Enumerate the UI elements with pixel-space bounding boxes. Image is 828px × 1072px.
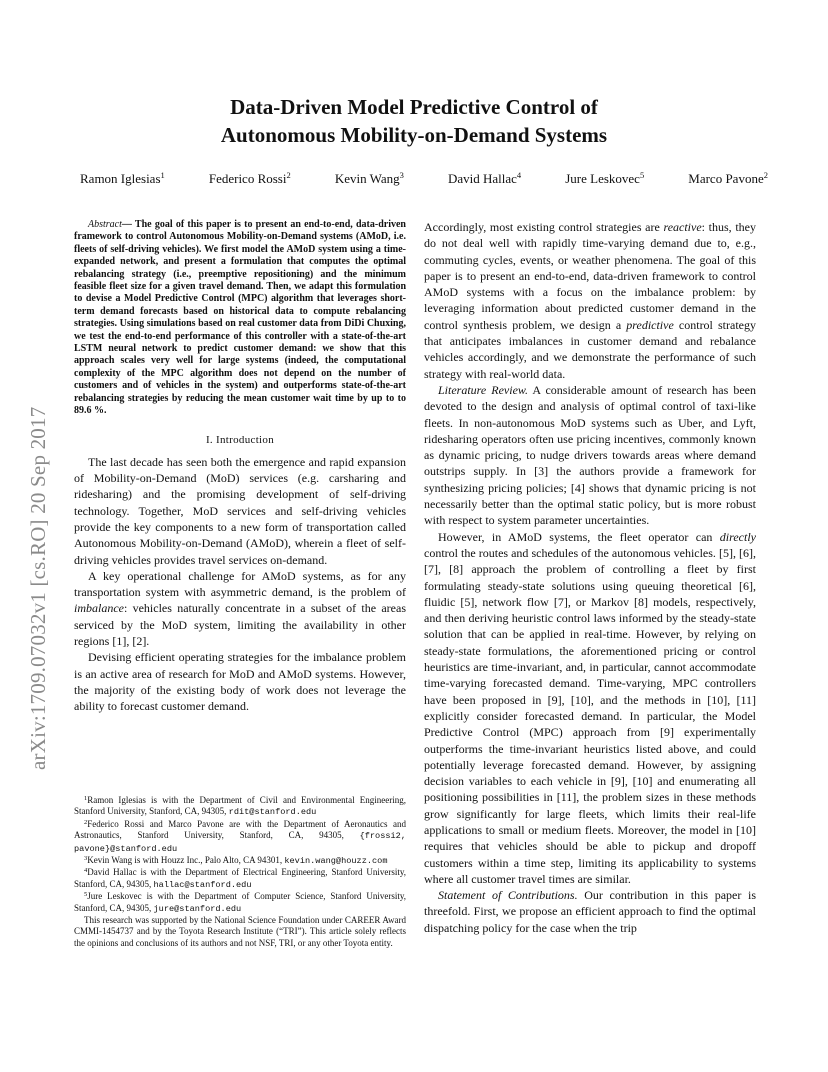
email-link[interactable]: hallac@stanford.edu <box>153 879 252 890</box>
footnote-funding: This research was supported by the National Science Foundation under CAREER Award CMMI-1454737 and by the Toyota Research Institute (“TRI”). This article solely reflects the opinions and conclusions of its authors and not NSF, TRI, or any other Toyota entity. <box>74 915 406 948</box>
right-column <box>424 219 756 936</box>
literature-review-heading: Literature Review. <box>438 382 529 397</box>
abstract-text: — The goal of this paper is to present an end-to-end, data-driven framework to control Autonomous Mobility-on-Demand systems (AMoD, i.e. fleets of self-driving vehicles). We first model the AMoD system using a time-expanded network, and present a formulation that computes the optimal rebalancing strategy (i.e., preemptive repositioning) and the minimum feasible fleet size for a given travel demand. Then, we adapt this formulation to devise a Model Predictive Control (MPC) algorithm that leverages short-term demand forecasts based on historical data to compute rebalancing strategies. Using simulations based on real customer data from DiDi Chuxing, we test the end-to-end performance of this controller with a state-of-the-art LSTM neural network to predict customer demand: we show that this approach scales very well for large systems (indeed, the computational complexity of the MPC algorithm does not depend on the number of customers and of vehicles in the system) and outperforms state-of-the-art rebalancing strategies by reducing the mean customer wait time by up to to 89.6 %. <box>74 219 406 417</box>
author: Jure Leskovec$^5$ <box>565 170 645 186</box>
footnote-3: $^3$Kevin Wang is with Houzz Inc., Palo Alto, CA 94301, kevin.wang@houzz.com <box>84 855 388 867</box>
email-link[interactable]: jure@stanford.edu <box>153 903 242 914</box>
footnote-1: $^1$Ramon Iglesias is with the Department of Civil and Environmental Engineering, Stanford University, Stanford, CA, 94305, rdit@stanford.edu <box>74 795 406 818</box>
author: Federico Rossi$^2$ <box>208 170 291 186</box>
abstract <box>74 219 406 418</box>
footnote-4: $^4$David Hallac is with the Department of Electrical Engineering, Stanford University, Stanford, CA, 94305, hallac@stanford.edu <box>74 867 406 890</box>
title-line-1: Data-Driven Model Predictive Control of <box>230 95 598 119</box>
footnote-2: $^2$Federico Rossi and Marco Pavone are with the Department of Aeronautics and Astronautics, Stanford University, Stanford, CA, 94305, {frossi2, pavone}@stanford.edu <box>74 818 406 854</box>
abstract-lead: Abstract <box>88 219 122 230</box>
author: David Hallac$^4$ <box>447 170 522 186</box>
email-link[interactable]: kevin.wang@houzz.com <box>284 856 388 867</box>
contributions-paragraph: Statement of Contributions. Our contribution in this paper is threefold. First, we propose an efficient approach to find the optimal dispatching policy for the case when the trip <box>424 888 756 935</box>
intro-paragraph-2: A key operational challenge for AMoD systems, as for any transportation system with asymmetric demand, is the problem of imbalance: vehicles naturally concentrate in a subset of the areas serviced by the MoD system, limiting the availability in other regions [1], [2]. <box>74 568 406 649</box>
left-column <box>74 219 406 715</box>
contributions-heading: Statement of Contributions. <box>438 888 578 903</box>
title-line-2: Autonomous Mobility-on-Demand Systems <box>220 123 608 147</box>
author-list <box>80 171 768 187</box>
intro-paragraph-3: Devising efficient operating strategies for the imbalance problem is an active area of research for MoD and AMoD systems. However, the majority of the existing body of work does not leverage the ability to forecast customer demand. <box>74 650 406 714</box>
email-link[interactable]: rdit@stanford.edu <box>228 807 317 818</box>
paper-title <box>100 93 728 149</box>
section-heading-introduction: I. Introduction <box>205 433 275 446</box>
author: Kevin Wang$^3$ <box>334 170 404 186</box>
intro-paragraph-1: The last decade has seen both the emergence and rapid expansion of Mobility-on-Demand (MoD) services (e.g. carsharing and ridesharing) and the promising development of self-driving technology. Together, MoD services and self-driving vehicles provide the key components to a new form of transportation called Autonomous Mobility-on-Demand (AMoD), wherein a fleet of self-driving vehicles provides travel services on-demand. <box>74 454 406 567</box>
author: Marco Pavone$^2$ <box>688 170 768 186</box>
footnotes <box>74 795 406 949</box>
arxiv-stamp: arXiv:1709.07032v1 [cs.RO] 20 Sep 2017 <box>26 406 50 770</box>
right-paragraph-3: However, in AMoD systems, the fleet operator can directly control the routes and schedules of the autonomous vehicles. [5], [6], [7], [8] approach the problem of controlling a fleet by first formulating steady-state solutions using queuing theoretical [6], fluidic [5], network flow [7], or Markov [8] models, respectively, and then deriving heuristic control laws informed by the steady-state solution that can be applied in real-time. However, by relying on steady-state formulations, the aforementioned pricing or control heuristics are time-invariant, and, in particular, cannot accommodate time-varying forecasted demand. Time-varying, MPC controllers have been proposed in [9], [10], and the methods in [10], [11] explicitly consider forecasted demand. In particular, the Model Predictive Control (MPC) approach from [9] experimentally outperforms the time-invariant heuristics listed above, and could potentially leverage forecasted demand. However, by assigning decision variables to each vehicle in [9], [10] and enumerating all positioning possibilities in [11], the problem sizes in these methods grow significantly for large fleets, which limits their real-life applications to small or medium fleets. Moreover, the model in [10] requires that vehicles should be able to pickup and dropoff customers within a time step, limiting its applicability to systems where all customer travel times are similar. <box>424 529 756 886</box>
literature-review-paragraph: Literature Review. A considerable amount of research has been devoted to the design and analysis of optimal control of taxi-like fleets. In non-autonomous MoD systems such as Uber, and Lyft, ridesharing operators often use pricing incentives, commonly known as dynamic pricing, to nudge drivers towards areas where demand outstrips supply. In [3] the authors provide a framework for synthesizing pricing policies; [4] shows that dynamic pricing is not necessarily better than the optimal static policy, but is more robust with respect to system parameter uncertainties. <box>424 382 756 528</box>
author: Ramon Iglesias$^1$ <box>80 170 165 186</box>
right-paragraph-1: Accordingly, most existing control strategies are reactive: thus, they do not deal well with rapidly time-varying demand due to, e.g., commuting cycles, events, or weather phenomena. The goal of this paper is to present an end-to-end, data-driven framework to control AMoD systems with a focus on the imbalance problem: by leveraging information about predicted customer demand in the control synthesis problem, we design a predictive control strategy that anticipates imbalances in customer demand and rebalance vehicles accordingly, and we demonstrate the performance of such strategy with real-world data. <box>424 220 756 381</box>
footnote-5: $^5$Jure Leskovec is with the Department of Computer Science, Stanford University, Stanford, CA, 94305, jure@stanford.edu <box>74 891 406 914</box>
email-link[interactable]: {frossi2, pavone}@stanford.edu <box>74 831 406 854</box>
